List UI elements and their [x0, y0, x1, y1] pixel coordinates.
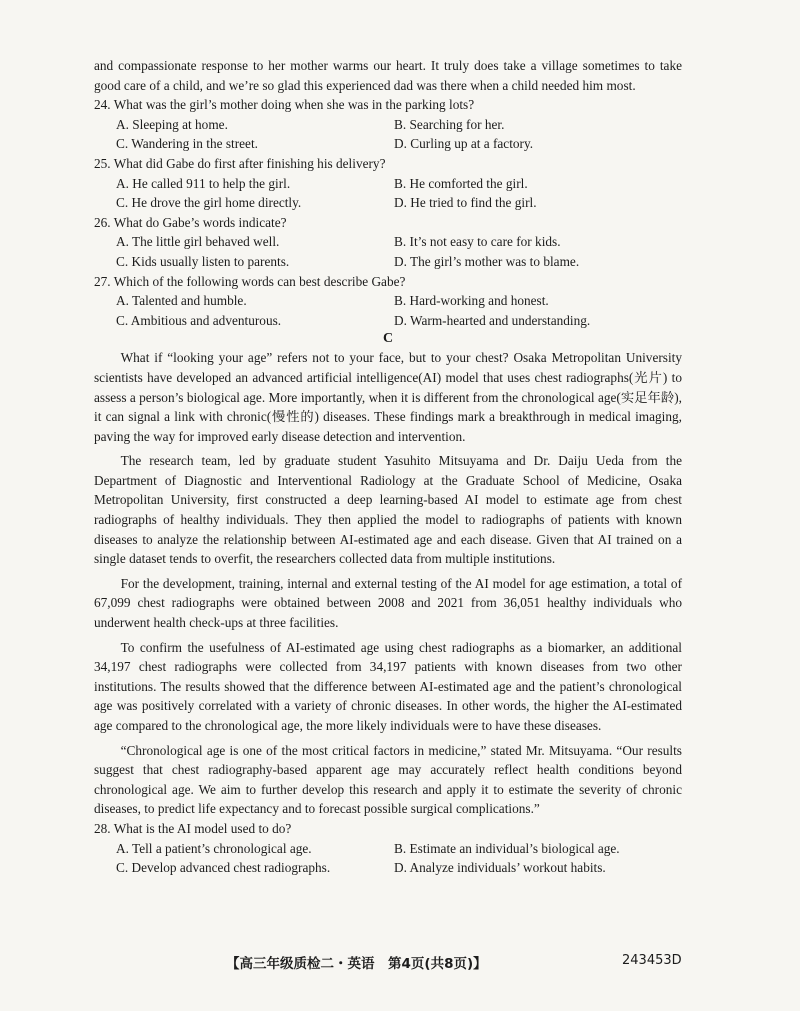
passage-c-paragraph-1: What if “looking your age” refers not to your face, but to your chest? Osaka Metropolitan University scientists have developed an advanced artificial intelligence(AI) model that uses chest radiographs(光片) to assess a person’s biological age. More importantly, when it is different from the chronological age(实足年龄), it can signal a link with chronic(慢性的) diseases. These findings mark a breakthrough in medical imaging, paving the way for improved early disease detection and intervention. — [94, 350, 682, 444]
option-b: B. Hard-working and honest. — [394, 293, 549, 309]
question-stem: 24. What was the girl’s mother doing when she was in the parking lots? — [94, 97, 475, 113]
option-a: A. Talented and humble. — [116, 293, 247, 309]
question-26 — [94, 213, 682, 272]
option-c: C. Ambitious and adventurous. — [116, 312, 282, 328]
question-27 — [94, 272, 682, 331]
question-25 — [94, 154, 682, 213]
option-c: C. Kids usually listen to parents. — [116, 253, 290, 269]
option-c: C. He drove the girl home directly. — [116, 195, 302, 211]
section-c-heading: C — [382, 331, 394, 347]
option-d: D. Curling up at a factory. — [394, 136, 534, 152]
page-content — [94, 56, 682, 878]
question-stem: 28. What is the AI model used to do? — [94, 820, 292, 836]
option-d: D. Analyze individuals’ workout habits. — [394, 860, 606, 876]
option-a: A. Sleeping at home. — [116, 116, 228, 132]
option-b: B. He comforted the girl. — [394, 175, 528, 191]
option-a: A. Tell a patient’s chronological age. — [116, 840, 312, 856]
passage-c-paragraph-3: For the development, training, internal and external testing of the AI model for age estimation, a total of 67,099 chest radiographs were obtained between 2008 and 2021 from 36,051 healthy individuals who underwent health check-ups at three facilities. — [94, 575, 682, 631]
option-b: B. Searching for her. — [394, 116, 505, 132]
option-d: D. Warm-hearted and understanding. — [394, 312, 591, 328]
footer-page-info: 【高三年级质检二・英语 第4页(共8页)】 — [226, 956, 487, 972]
passage-b-tail: and compassionate response to her mother warms our heart. It truly does take a village sometimes to take good care of a child, and we’re so glad this experienced dad was there when a child needed him most. — [94, 58, 682, 93]
passage-c-paragraph-5: “Chronological age is one of the most critical factors in medicine,” stated Mr. Mitsuyama. “Our results suggest that chest radiography-based apparent age may accurately reflect health conditions beyond chronological age. We aim to further develop this research and apply it to estimate the severity of chronic diseases, to predict life expectancy and to forecast possible surgical complications.” — [94, 742, 682, 817]
page-footer — [0, 952, 800, 972]
passage-c-paragraph-2: The research team, led by graduate student Yasuhito Mitsuyama and Dr. Daiju Ueda from the Department of Diagnostic and Interventional Radiology at the Graduate School of Medicine, Osaka Metropolitan University, first constructed a deep learning-based AI model to estimate age from chest radiographs of healthy individuals. They then applied the model to radiographs of patients with known diseases to analyze the relationship between AI-estimated age and each disease. Given that AI trained on a single dataset tends to overfit, the researchers collected data from multiple institutions. — [94, 453, 682, 567]
question-stem: 25. What did Gabe do first after finishing his delivery? — [94, 155, 386, 171]
question-24 — [94, 95, 682, 154]
option-d: D. The girl’s mother was to blame. — [394, 253, 580, 269]
option-a: A. He called 911 to help the girl. — [116, 175, 291, 191]
option-list — [94, 839, 682, 878]
option-b: B. Estimate an individual’s biological age. — [394, 840, 620, 856]
question-stem: 27. Which of the following words can best describe Gabe? — [94, 273, 406, 289]
option-c: C. Wandering in the street. — [116, 136, 258, 152]
footer-exam-code: 243453D — [622, 953, 682, 968]
option-list — [94, 291, 682, 330]
option-b: B. It’s not easy to care for kids. — [394, 234, 561, 250]
option-list — [94, 174, 682, 213]
option-d: D. He tried to find the girl. — [394, 195, 537, 211]
option-a: A. The little girl behaved well. — [116, 234, 280, 250]
question-stem: 26. What do Gabe’s words indicate? — [94, 214, 287, 230]
question-28 — [94, 819, 682, 878]
option-list — [94, 115, 682, 154]
passage-c-paragraph-4: To confirm the usefulness of AI-estimated age using chest radiographs as a biomarker, an additional 34,197 chest radiographs were collected from 34,197 patients with known diseases from two other institutions. The results showed that the difference between AI-estimated age and the patient’s chronological age was positively correlated with a variety of chronic diseases. In other words, the higher the AI-estimated age compared to the chronological age, the more likely individuals were to have these diseases. — [94, 639, 682, 733]
option-c: C. Develop advanced chest radiographs. — [116, 860, 331, 876]
option-list — [94, 232, 682, 271]
